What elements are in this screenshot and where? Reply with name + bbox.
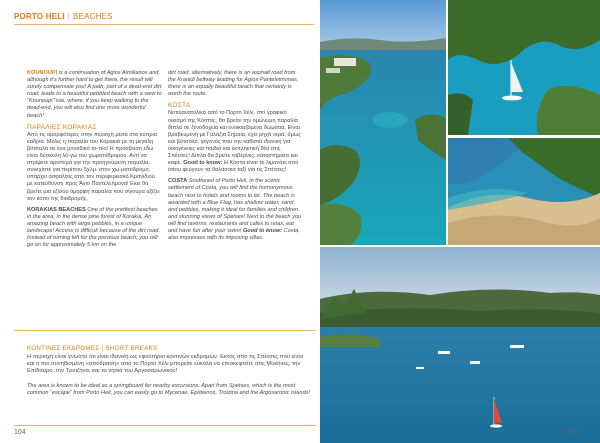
text-column-1: [27, 70, 162, 253]
kounoupi-text: is a continuation of Agios Aimilianos and, although it’s further hard to get there, the result will surely compensate you! A path, part of a dead-end dirt road, leads to a beautiful pebbled beach with a view to “Kounoupi” isle, where, if you keep walking to the dead-end, you will also find one more wonderful beach!: [27, 70, 162, 119]
kounoupi-lead: KOUNOUPI: [27, 70, 58, 76]
short-breaks-english-text: The area is known to be ideal as a springboard for nearby excursions. Apart from Spetses, which is the most common “escape” from Porto Heli, you can easily go to Mycenae, Epidavros, Troizina and the Argosaronic islands!: [27, 383, 310, 396]
header-section: BEACHES: [73, 12, 113, 21]
kosta-greek-tail: Η Κόστα είναι το λιμανάκι από όπου φεύγουν τα θαλάσσια ταξί για τις Σπέτσες!: [168, 160, 299, 174]
header-brand: PORTO HELI: [14, 12, 65, 21]
costa-english-tail: Costa, also impresses with its imposing villas.: [168, 227, 300, 242]
photo-coastline-aerial: [320, 0, 446, 245]
page-header: [14, 12, 113, 21]
page-number-left: 104: [14, 429, 26, 436]
korakia-english-lead: KORAKIAS BEACHES: [27, 206, 86, 213]
korakia-english-paragraph: [27, 207, 162, 250]
korakia-english-text: One of the prettiest beaches in the area, in the dense pine forest of Korakia. An amazing beach with large pebbles, in a unique landscape! Access is difficult because of the dirt road. Instead of turning left for the previous beach, you will go on for approximately 5 km on the: [27, 206, 160, 249]
photo-bay-sailboat: [448, 0, 600, 135]
kosta-greek-good-to-know: Good to know:: [183, 160, 223, 167]
kounoupi-paragraph: [27, 70, 162, 120]
costa-english-text: Southeast of Porto Heli, in the scenic settlement of Costa, you will find the homonymous beach next to hotels and rooms to let. The beach is awarded with a Blue Flag, has shallow water, sand and pebbles, making it ideal for families and children and stunning views of Spetses! Next to the beach you will find taverns, restaurants and cafes to relax, eat and have fun after your swim!: [168, 178, 302, 234]
short-breaks-title-greek: ΚΟΝΤΙΝΕΣ ΕΚΔΡΟΜΕΣ: [27, 345, 100, 352]
page-number-right: 105: [567, 429, 579, 436]
korakia-continuation-text: dirt road, alternatively, there is an asphalt road from the Kranidi beltway leading for Agios Panteleimonas, there is an equally beautiful beach that certainly is worth the route.: [168, 70, 299, 98]
korakia-greek-text: Από τις ομορφότερες στην περιοχή μέσα στα κύπρια καδρία. Μόλις η παραλία του Κορακιά με τη μεγάλη βότσαλα σε ένα μοναδικό το-πίο! Η πρόσβαση εδώ είναι δύσκολη λό-γω του χωματόδρομου. Αντί να στρίψετε αριστερά για την προηγούμενη παραλία, συνεχίστε για περίπου 5χλμ. στον χω-ματόδρομο, υπάρχει ασφαλτος από τον περιφερειακό Κρανιδιού με κατεύθυνση προς Άγιο Παντελεήμονα! Εκεί θα βρείτε μια εξίσου όμορφη παραλία που σίγουρα αξίζει τον κόπο της διαδρομής.: [27, 131, 160, 202]
photo-marina-boats: [320, 247, 600, 443]
kosta-greek-heading: ΚΟΣΤΑ: [168, 102, 191, 110]
kosta-greek-paragraph: [168, 110, 303, 174]
header-rule: [14, 24, 314, 25]
photo-sandy-beach: [448, 138, 600, 245]
text-column-2: [168, 70, 303, 246]
short-breaks-greek-text: Η περιοχή είναι γνωστό ότι είναι ιδανική ως εφαλτήριο κοντινών εκδρομών. Εκτός από τις Σπέτσες που είναι και η πιο συνηθισμένη «απόδραση» από το Πόρτο Χέλι μπορείτε εύκολα να επισκεφτείτε στις Μυκήνες, την Επίδαυρο, την Τροιζήνα, και τα νησιά του Αργοσαρωνικού!: [27, 354, 304, 375]
kosta-greek-text: Νοτιοανατολικά από το Πόρτο Χέλι, στο γραφικό οικισμό της Κόστας, θα βρείτε την ομώνυμη παραλία δίπλα σε ξενοδοχεία και ενοικιαζόμενα δωμάτια. Είναι βραβευμένη με Γαλάζια Σημαία, έχει ρηχά νερά, όμως και βότσαλο, γεγονός που την καθιστά ιδανική για οικογένειες και παιδιά και εκπληκτική θέα στις Σπέτσες! Δίπλα θα βρείτε ταβέρνες, καταστήματα και καφέ.: [168, 110, 301, 167]
korakia-greek-heading: ΠΑΡΑΛΙΕΣ ΚΟΡΑΚΙΑΣ: [27, 123, 97, 131]
costa-english-lead: COSTA: [168, 178, 188, 185]
header-separator: |: [67, 12, 71, 21]
costa-english-paragraph: [168, 178, 303, 242]
short-breaks-title: [27, 345, 157, 352]
short-breaks-box: [14, 330, 316, 426]
short-breaks-title-separator: |: [101, 345, 104, 352]
short-breaks-title-english: SHORT BREAKS: [105, 345, 158, 352]
costa-english-good-to-know: Good to know:: [242, 227, 283, 234]
